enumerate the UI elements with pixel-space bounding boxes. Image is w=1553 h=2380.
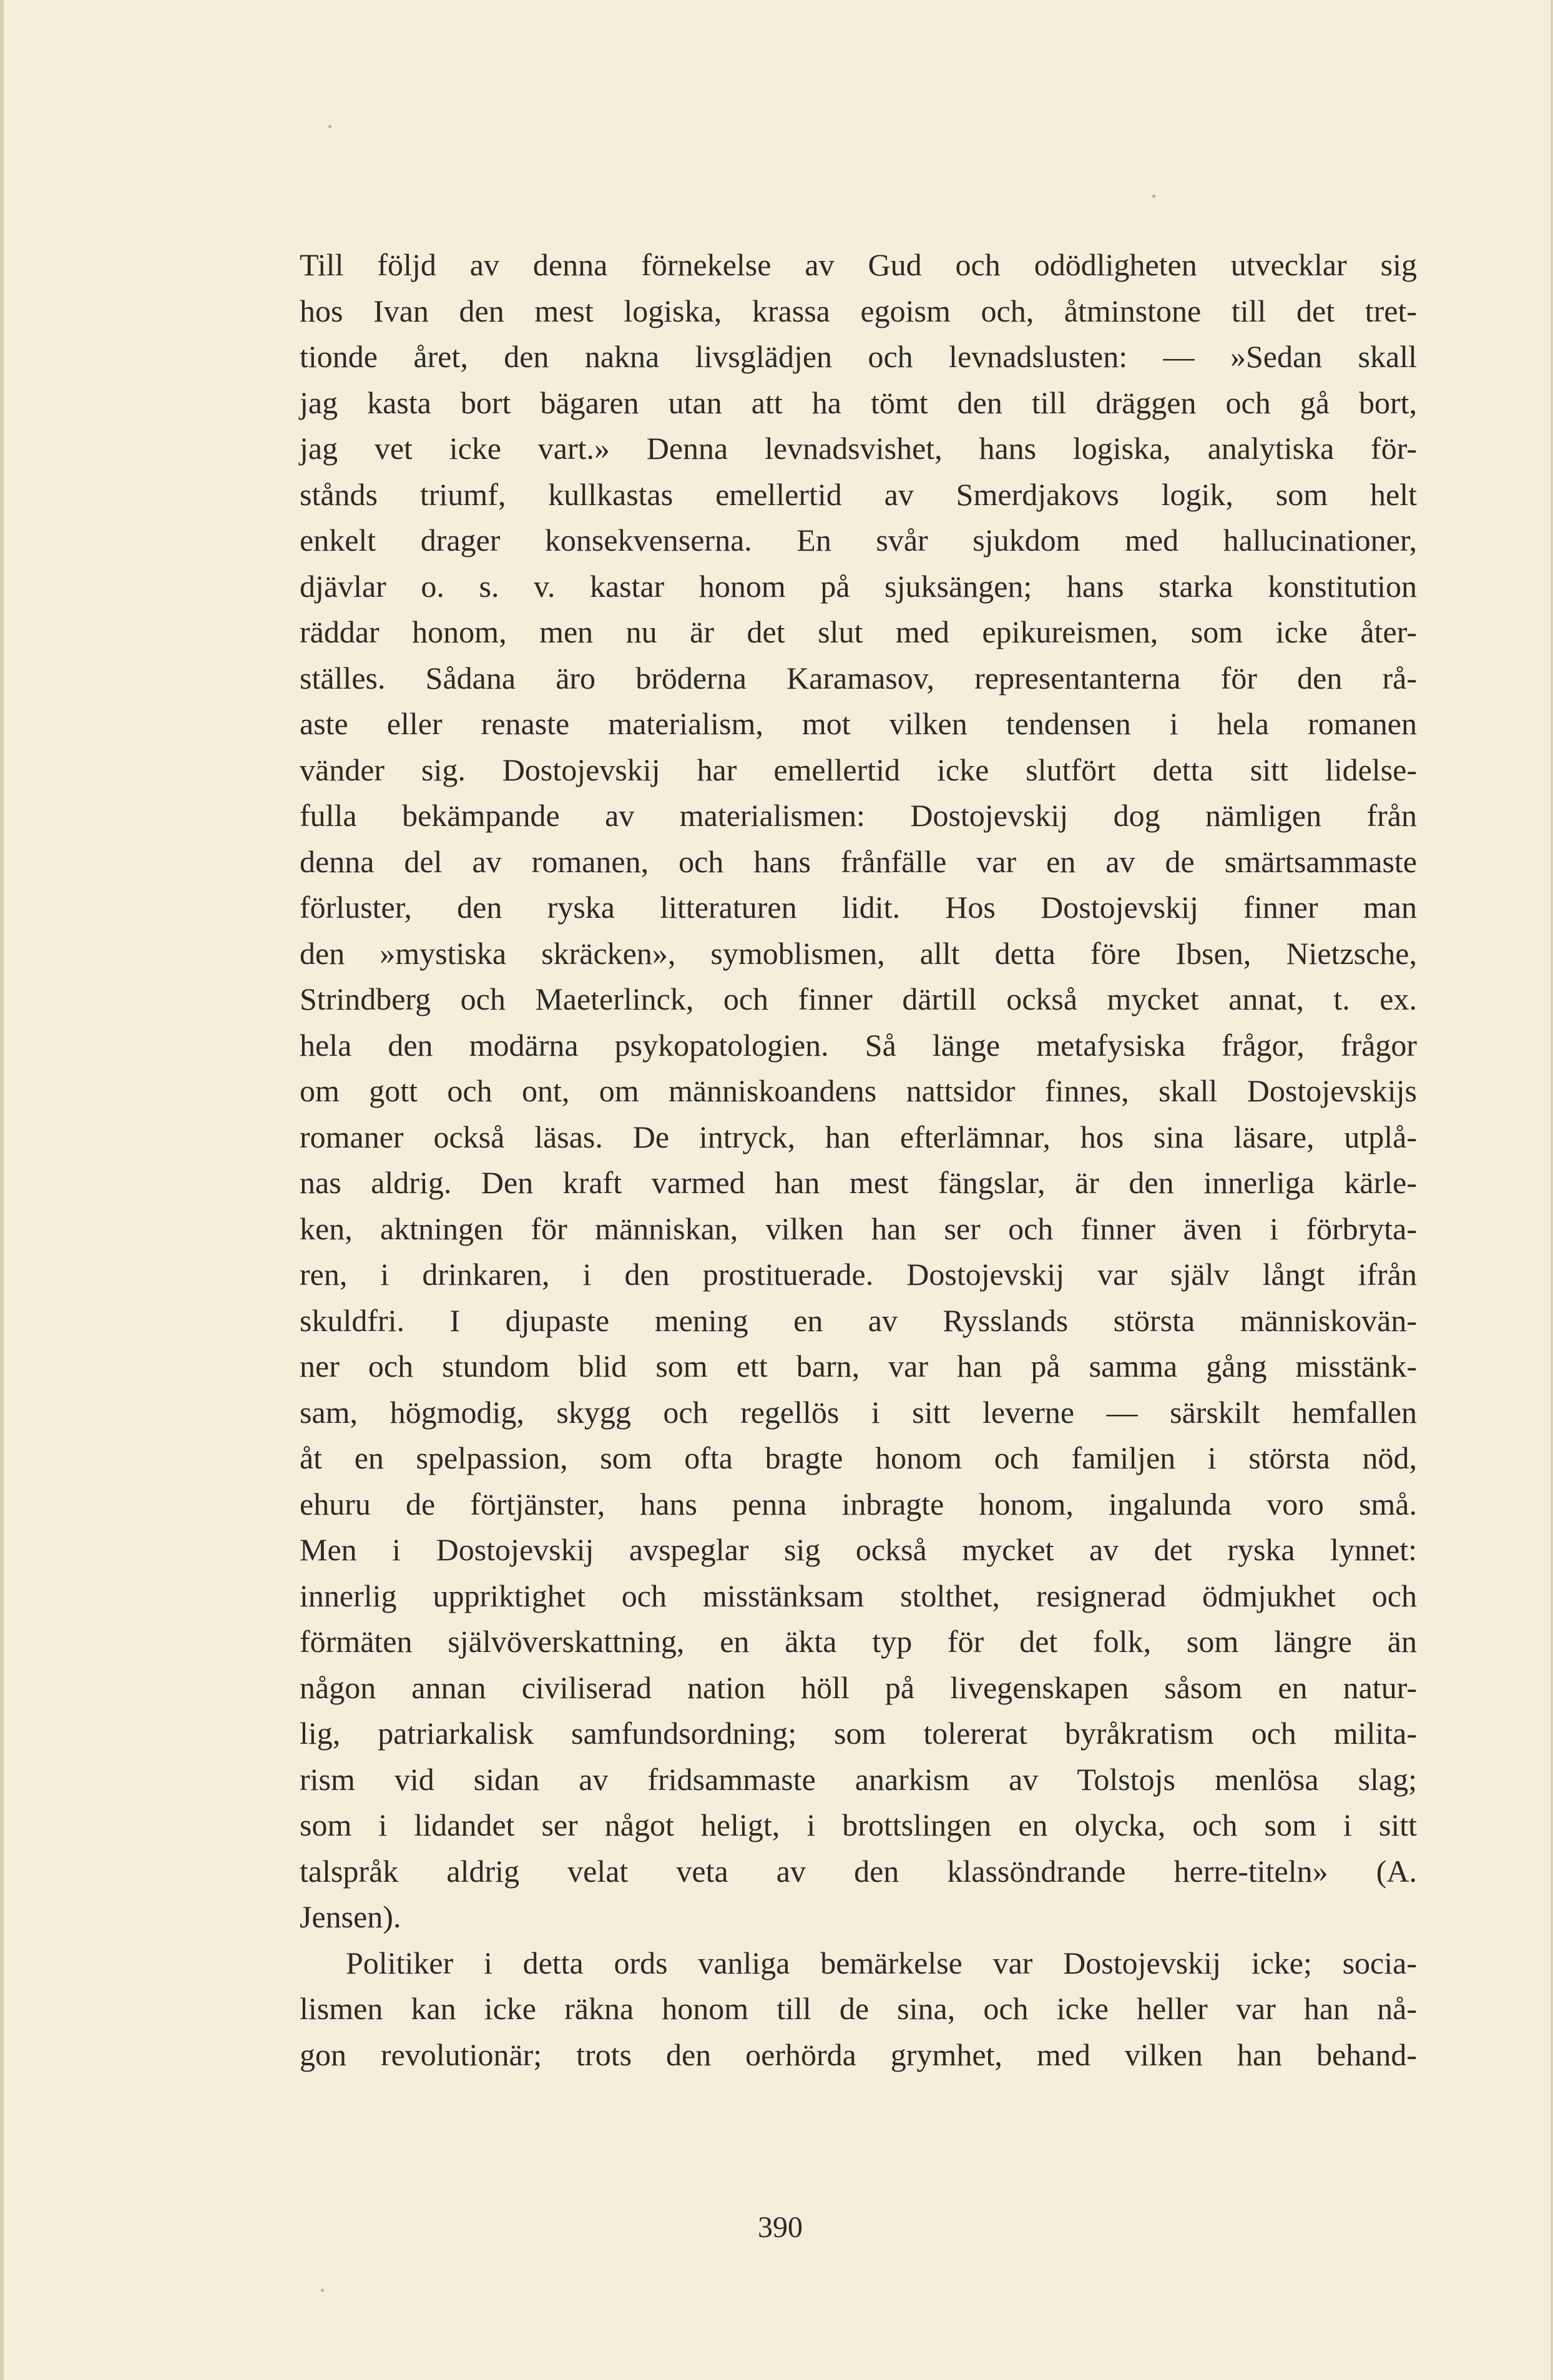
text-line: Till följd av denna förnekelse av Gud och odödligheten utvecklar sig (300, 247, 1417, 282)
text-line: någon annan civiliserad nation höll på livegenskapen såsom en natur- (300, 1669, 1417, 1705)
text-line: om gott och ont, om människoandens nattsidor finnes, skall Dostojevskijs (300, 1073, 1417, 1108)
page-number: 390 (758, 2211, 803, 2244)
text-line: djävlar o. s. v. kastar honom på sjuksängen; hans starka konstitution (300, 568, 1417, 604)
text-line: jag kasta bort bägaren utan att ha tömt den till dräggen och gå bort, (300, 385, 1417, 420)
text-line: skuldfri. I djupaste mening en av Rysslands största människovän- (300, 1302, 1417, 1338)
text-line: denna del av romanen, och hans frånfälle var en av de smärtsammaste (300, 843, 1417, 879)
text-line: rism vid sidan av fridsammaste anarkism av Tolstojs menlösa slag; (300, 1761, 1417, 1797)
text-line: ren, i drinkaren, i den prostituerade. Dostojevskij var själv långt ifrån (300, 1257, 1417, 1292)
text-line: lismen kan icke räkna honom till de sina, och icke heller var han nå- (300, 1991, 1417, 2026)
text-line: Men i Dostojevskij avspeglar sig också mycket av det ryska lynnet: (300, 1532, 1417, 1567)
text-line: jag vet icke vart.» Denna levnadsvishet, hans logiska, analytiska för- (300, 431, 1417, 466)
text-line: förmäten självöverskattning, en äkta typ för det folk, som längre än (300, 1624, 1417, 1659)
paragraph (300, 1940, 1417, 2078)
text-line: Strindberg och Maeterlinck, och finner därtill också mycket annat, t. ex. (300, 981, 1417, 1016)
paper-speck (328, 125, 331, 128)
text-line: aste eller renaste materialism, mot vilken tendensen i hela romanen (300, 706, 1417, 741)
text-line: ehuru de förtjänster, hans penna inbragte honom, ingalunda voro små. (300, 1486, 1417, 1522)
text-line: den »mystiska skräcken», symoblismen, allt detta före Ibsen, Nietzsche, (300, 935, 1417, 971)
text-line: talspråk aldrig velat veta av den klassöndrande herre-titeln» (A. (300, 1853, 1417, 1889)
text-line: tionde året, den nakna livsglädjen och levnadslusten: — »Sedan skall (300, 339, 1417, 374)
text-line: nas aldrig. Den kraft varmed han mest fängslar, är den innerliga kärle- (300, 1165, 1417, 1200)
paragraph (300, 242, 1417, 1940)
paper-speck (1152, 195, 1155, 198)
text-line: sam, högmodig, skygg och regellös i sitt leverne — särskilt hemfallen (300, 1394, 1417, 1430)
text-line: enkelt drager konsekvenserna. En svår sjukdom med hallucinationer, (300, 523, 1417, 558)
text-line: förluster, den ryska litteraturen lidit. Hos Dostojevskij finner man (300, 890, 1417, 925)
text-line: hos Ivan den mest logiska, krassa egoism och, åtminstone till det tret- (300, 293, 1417, 328)
text-line: hela den modärna psykopatologien. Så länge metafysiska frågor, frågor (300, 1027, 1417, 1063)
text-line: Politiker i detta ords vanliga bemärkelse var Dostojevskij icke; socia- (346, 1945, 1417, 1980)
text-line: som i lidandet ser något heligt, i brottslingen en olycka, och som i sitt (300, 1807, 1417, 1842)
text-line: lig, patriarkalisk samfundsordning; som tolererat byråkratism och milita- (300, 1716, 1417, 1751)
text-line: innerlig uppriktighet och misstänksam stolthet, resignerad ödmjukhet och (300, 1578, 1417, 1613)
text-line: ken, aktningen för människan, vilken han ser och finner även i förbryta- (300, 1211, 1417, 1246)
text-line: stånds triumf, kullkastas emellertid av Smerdjakovs logik, som helt (300, 476, 1417, 512)
body-text (300, 242, 1417, 2078)
text-line: räddar honom, men nu är det slut med epikureismen, som icke åter- (300, 614, 1417, 649)
text-line: Jensen). (300, 1899, 401, 1934)
text-line: ner och stundom blid som ett barn, var han på samma gång misstänk- (300, 1349, 1417, 1384)
text-line: vänder sig. Dostojevskij har emellertid icke slutfört detta sitt lidelse- (300, 752, 1417, 787)
text-line: fulla bekämpande av materialismen: Dostojevskij dog nämligen från (300, 798, 1417, 833)
text-line: ställes. Sådana äro bröderna Karamasov, representanterna för den rå- (300, 660, 1417, 696)
text-line: åt en spelpassion, som ofta bragte honom och familjen i största nöd, (300, 1440, 1417, 1475)
text-line: gon revolutionär; trots den oerhörda grymhet, med vilken han behand- (300, 2037, 1417, 2072)
paper-speck (321, 2289, 324, 2292)
text-line: romaner också läsas. De intryck, han efterlämnar, hos sina läsare, utplå- (300, 1119, 1417, 1154)
